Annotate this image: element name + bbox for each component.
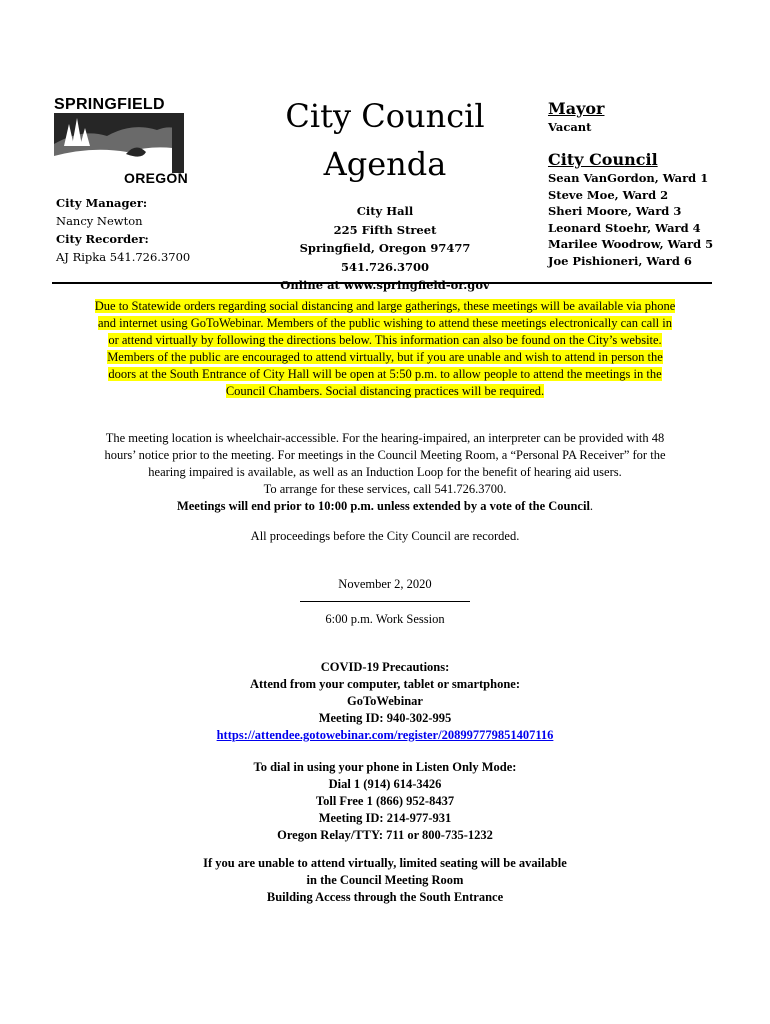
address-line: Online at www.springfield-or.gov xyxy=(280,278,490,292)
council-member: Leonard Stoehr, Ward 4 xyxy=(548,220,701,235)
mayor-title: Mayor xyxy=(548,99,605,118)
notice-line: Due to Statewide orders regarding social distancing and large gatherings, these meetings will be available via phone xyxy=(94,299,676,313)
notice-line: or attend virtually by following the directions below. This information can also be found on the City’s website. xyxy=(108,333,662,347)
date-separator xyxy=(300,601,470,602)
covid-line: Attend from your computer, tablet or smartphone: xyxy=(249,677,520,691)
covid-line: Meeting ID: 940-302-995 xyxy=(318,711,452,725)
logo-bottom-text: OREGON xyxy=(124,170,189,186)
city-hall-address xyxy=(265,202,505,295)
accessibility-info xyxy=(52,430,718,515)
address-line: 541.726.3700 xyxy=(340,259,430,274)
dial-in-info xyxy=(52,759,718,844)
dial-line: Dial 1 (914) 614-3426 xyxy=(328,777,442,791)
city-recorder-name: AJ Ripka 541.726.3700 xyxy=(56,250,191,264)
address-line: City Hall xyxy=(356,204,414,218)
page-title: City Council xyxy=(285,97,485,135)
accessibility-line: hours’ notice prior to the meeting. For meetings in the Council Meeting Room, a “Personal PA Receiver” for the xyxy=(104,448,666,462)
meeting-date: November 2, 2020 xyxy=(338,577,432,591)
header-divider xyxy=(52,282,712,284)
covid-precautions xyxy=(52,659,718,744)
dial-line: Meeting ID: 214-977-931 xyxy=(318,811,452,825)
city-manager-name: Nancy Newton xyxy=(56,214,143,228)
council-member-list xyxy=(548,170,748,269)
address-line: 225 Fifth Street xyxy=(333,222,437,237)
notice-line: doors at the South Entrance of City Hall will be open at 5:50 p.m. to allow people to attend the meetings in the xyxy=(108,367,662,381)
council-title: City Council xyxy=(548,150,658,169)
accessibility-line: The meeting location is wheelchair-accessible. For the hearing-impaired, an interpreter can be provided with 48 xyxy=(105,431,665,445)
covid-line: COVID-19 Precautions: xyxy=(320,660,450,674)
accessibility-line: hearing impaired is available, as well as an Induction Loop for the benefit of hearing aid users. xyxy=(148,465,622,479)
council-member: Joe Pishioneri, Ward 6 xyxy=(548,253,692,268)
work-session-time: 6:00 p.m. Work Session xyxy=(325,612,445,627)
left-contacts xyxy=(56,194,236,266)
meeting-end-notice: Meetings will end prior to 10:00 p.m. unless extended by a vote of the Council xyxy=(176,499,590,513)
council-roster xyxy=(548,99,748,269)
council-member: Steve Moe, Ward 2 xyxy=(548,187,669,202)
council-member: Marilee Woodrow, Ward 5 xyxy=(548,237,714,251)
address-line: Springfield, Oregon 97477 xyxy=(299,241,471,255)
covid-notice xyxy=(52,298,718,400)
page-title-second-line: Agenda xyxy=(323,145,447,183)
seating-line: If you are unable to attend virtually, limited seating will be available xyxy=(203,856,567,870)
meeting-date-block xyxy=(52,576,718,628)
covid-line: GoToWebinar xyxy=(347,694,423,708)
in-person-seating xyxy=(52,855,718,906)
dial-line: Oregon Relay/TTY: 711 or 800-735-1232 xyxy=(277,828,493,842)
webinar-registration-link[interactable]: https://attendee.gotowebinar.com/register/208997779851407116 xyxy=(216,728,554,742)
notice-line: and internet using GoToWebinar. Members of the public wishing to attend these meetings electronically can call in xyxy=(98,316,672,330)
city-recorder-label: City Recorder: xyxy=(56,232,149,246)
seating-line: in the Council Meeting Room xyxy=(306,873,464,887)
agenda-header xyxy=(265,92,505,295)
springfield-oregon-logo xyxy=(52,94,194,186)
accessibility-line: To arrange for these services, call 541.726.3700. xyxy=(263,482,507,496)
logo-top-text: SPRINGFIELD xyxy=(54,96,165,113)
recorded-notice: All proceedings before the City Council are recorded. xyxy=(250,529,520,543)
city-manager-label: City Manager: xyxy=(56,196,148,210)
dial-line: To dial in using your phone in Listen Only Mode: xyxy=(253,760,517,774)
dial-line: Toll Free 1 (866) 952-8437 xyxy=(315,794,455,808)
meeting-end-period: . xyxy=(589,499,594,513)
council-member: Sheri Moore, Ward 3 xyxy=(548,204,682,218)
notice-line: Council Chambers. Social distancing practices will be required. xyxy=(225,384,545,398)
notice-line: Members of the public are encouraged to attend virtually, but if you are unable and wish to attend in person the xyxy=(107,350,663,364)
mayor-name: Vacant xyxy=(548,120,592,134)
seating-line: Building Access through the South Entrance xyxy=(266,890,504,904)
council-member: Sean VanGordon, Ward 1 xyxy=(548,171,709,185)
